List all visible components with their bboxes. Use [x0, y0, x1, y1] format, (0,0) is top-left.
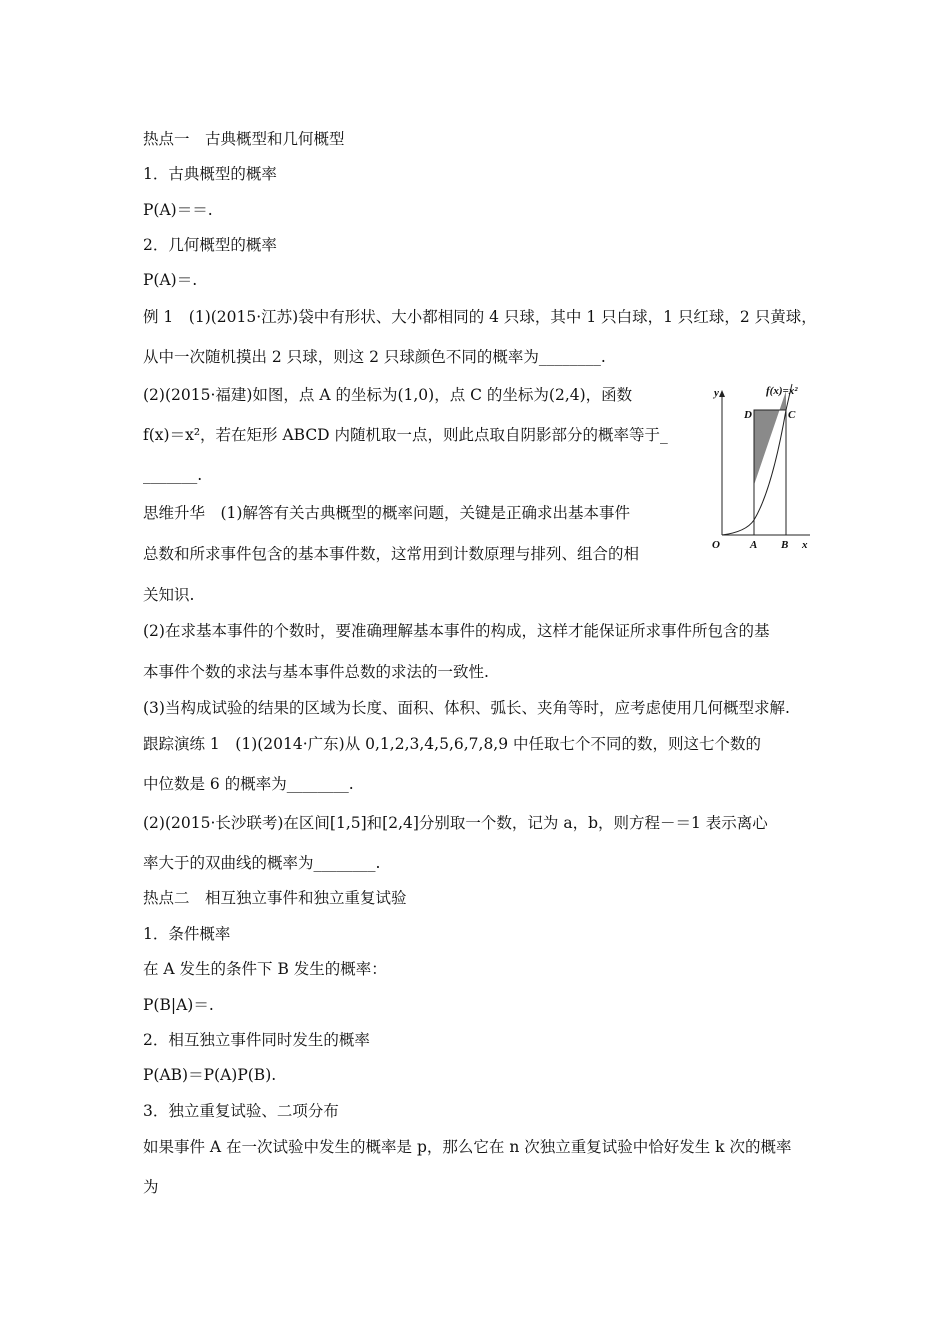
practice-1-2-line-2: 率大于的双曲线的概率为________. — [143, 854, 381, 872]
formula-conditional: P(B|A)＝. — [143, 996, 214, 1014]
binomial-text-line-2: 为 — [143, 1178, 159, 1196]
x-axis-label: x — [802, 539, 808, 551]
conditional-text: 在 A 发生的条件下 B 发生的概率： — [143, 960, 387, 978]
example-1-2-line-1: (2)(2015·福建)如图，点 A 的坐标为(1,0)，点 C 的坐标为(2,4)，函数 — [143, 386, 633, 404]
subheading-conditional: 1．条件概率 — [143, 925, 231, 943]
section-heading-1: 热点一 古典概型和几何概型 — [143, 130, 345, 148]
point-d-label: D — [744, 409, 752, 421]
section-heading-2: 热点二 相互独立事件和独立重复试验 — [143, 889, 407, 907]
insight-2-line-2: 本事件个数的求法与基本事件总数的求法的一致性. — [143, 663, 489, 681]
insight-line-1: 思维升华 (1)解答有关古典概型的概率问题，关键是正确求出基本事件 — [143, 504, 630, 522]
subheading-binomial: 3．独立重复试验、二项分布 — [143, 1102, 339, 1120]
point-a-label: A — [750, 539, 758, 551]
practice-1-line-1: 跟踪演练 1 (1)(2014·广东)从 0,1,2,3,4,5,6,7,8,9 中任取七个不同的数，则这七个数的 — [143, 735, 762, 753]
formula-geometric: P(A)＝. — [143, 271, 198, 289]
y-axis-arrow — [719, 390, 725, 397]
insight-2-line-1: (2)在求基本事件的个数时，要准确理解基本事件的构成，这样才能保证所求事件所包含的基 — [143, 622, 770, 640]
parabola-figure — [706, 380, 826, 552]
insight-3: (3)当构成试验的结果的区域为长度、面积、体积、弧长、夹角等时，应考虑使用几何概型求解. — [143, 699, 790, 717]
binomial-text-line-1: 如果事件 A 在一次试验中发生的概率是 p，那么它在 n 次独立重复试验中恰好发生 k 次的概率 — [143, 1138, 792, 1156]
formula-independent: P(AB)＝P(A)P(B). — [143, 1066, 277, 1084]
point-c-label: C — [788, 409, 796, 421]
shaded-region — [754, 391, 786, 485]
example-1-line-2: 从中一次随机摸出 2 只球，则这 2 只球颜色不同的概率为________. — [143, 348, 606, 366]
insight-line-3: 关知识. — [143, 586, 195, 604]
example-1-2-line-3: _______. — [143, 466, 203, 484]
practice-1-line-2: 中位数是 6 的概率为________. — [143, 775, 354, 793]
example-1-2-line-2: f(x)＝x²，若在矩形 ABCD 内随机取一点，则此点取自阴影部分的概率等于_ — [143, 426, 668, 444]
subheading-geometric: 2．几何概型的概率 — [143, 236, 277, 254]
point-b-label: B — [781, 539, 789, 551]
origin-label: O — [712, 539, 720, 551]
y-axis-label: y — [714, 387, 719, 399]
parabola-figure-svg — [706, 380, 826, 552]
function-label: f(x)=x² — [766, 385, 798, 397]
formula-classical: P(A)＝＝. — [143, 201, 213, 219]
subheading-classical: 1．古典概型的概率 — [143, 165, 277, 183]
subheading-independent: 2．相互独立事件同时发生的概率 — [143, 1031, 370, 1049]
practice-1-2-line-1: (2)(2015·长沙联考)在区间[1,5]和[2,4]分别取一个数，记为 a，b，则方程－＝1 表示离心 — [143, 814, 768, 832]
insight-line-2: 总数和所求事件包含的基本事件数，这常用到计数原理与排列、组合的相 — [143, 545, 640, 563]
example-1-line-1: 例 1 (1)(2015·江苏)袋中有形状、大小都相同的 4 只球，其中 1 只白球，1 只红球，2 只黄球， — [143, 308, 817, 326]
